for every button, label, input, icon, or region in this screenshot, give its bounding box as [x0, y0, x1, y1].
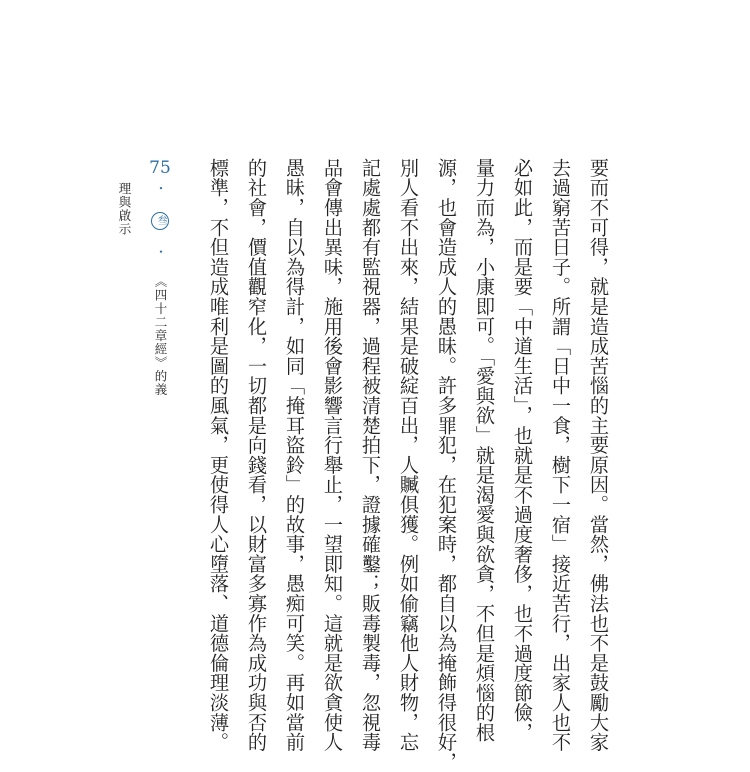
- text-column: 要而不可得，就是造成苦惱的主要原因。當然，佛法也不是鼓勵大家: [587, 158, 610, 752]
- text-column: 的社會，價值觀窄化，一切都是向錢看，以財富多寡作為成功與否的: [245, 158, 268, 752]
- text-column: 品會傳出異味，施用後會影響言行舉止，一望即知。這就是欲貪使人: [321, 158, 344, 752]
- text-column: 去過窮苦日子。所謂「日中一食，樹下一宿」接近苦行，出家人也不: [549, 158, 572, 752]
- text-column: 標準，不但造成唯利是圖的風氣，更使得人心墮落、道德倫理淡薄。: [207, 158, 230, 752]
- body-text: [198, 158, 616, 772]
- text-column: 愚昧，自以為得計，如同「掩耳盜鈴」的故事，愚痴可笑。再如當前: [283, 158, 306, 752]
- text-column: 源，也會造成人的愚昧。許多罪犯，在犯案時，都自以為掩飾得很好，: [435, 158, 458, 772]
- running-head-title: 《四十二章經》的義理與啟示: [117, 182, 168, 397]
- page-margin: [117, 158, 178, 398]
- text-column: 記處處都有監視器，過程被清楚拍下，證據確鑿；販毒製毒，忽視毒: [359, 158, 382, 752]
- chapter-number-badge: 叁: [151, 212, 169, 230]
- page-number: 75: [149, 158, 171, 178]
- separator-dot: ・: [153, 245, 168, 259]
- text-column: 必如此，而是要「中道生活」，也就是不過度奢侈，也不過度節儉，: [511, 158, 534, 743]
- text-column: 別人看不出來，結果是破綻百出，人贓俱獲。例如偷竊他人財物，忘: [397, 158, 420, 752]
- text-column: 量力而為，小康即可。「愛與欲」就是渴愛與欲貪，不但是煩惱的根: [473, 158, 496, 743]
- running-head: [117, 182, 178, 398]
- separator-dot: ・: [153, 182, 168, 196]
